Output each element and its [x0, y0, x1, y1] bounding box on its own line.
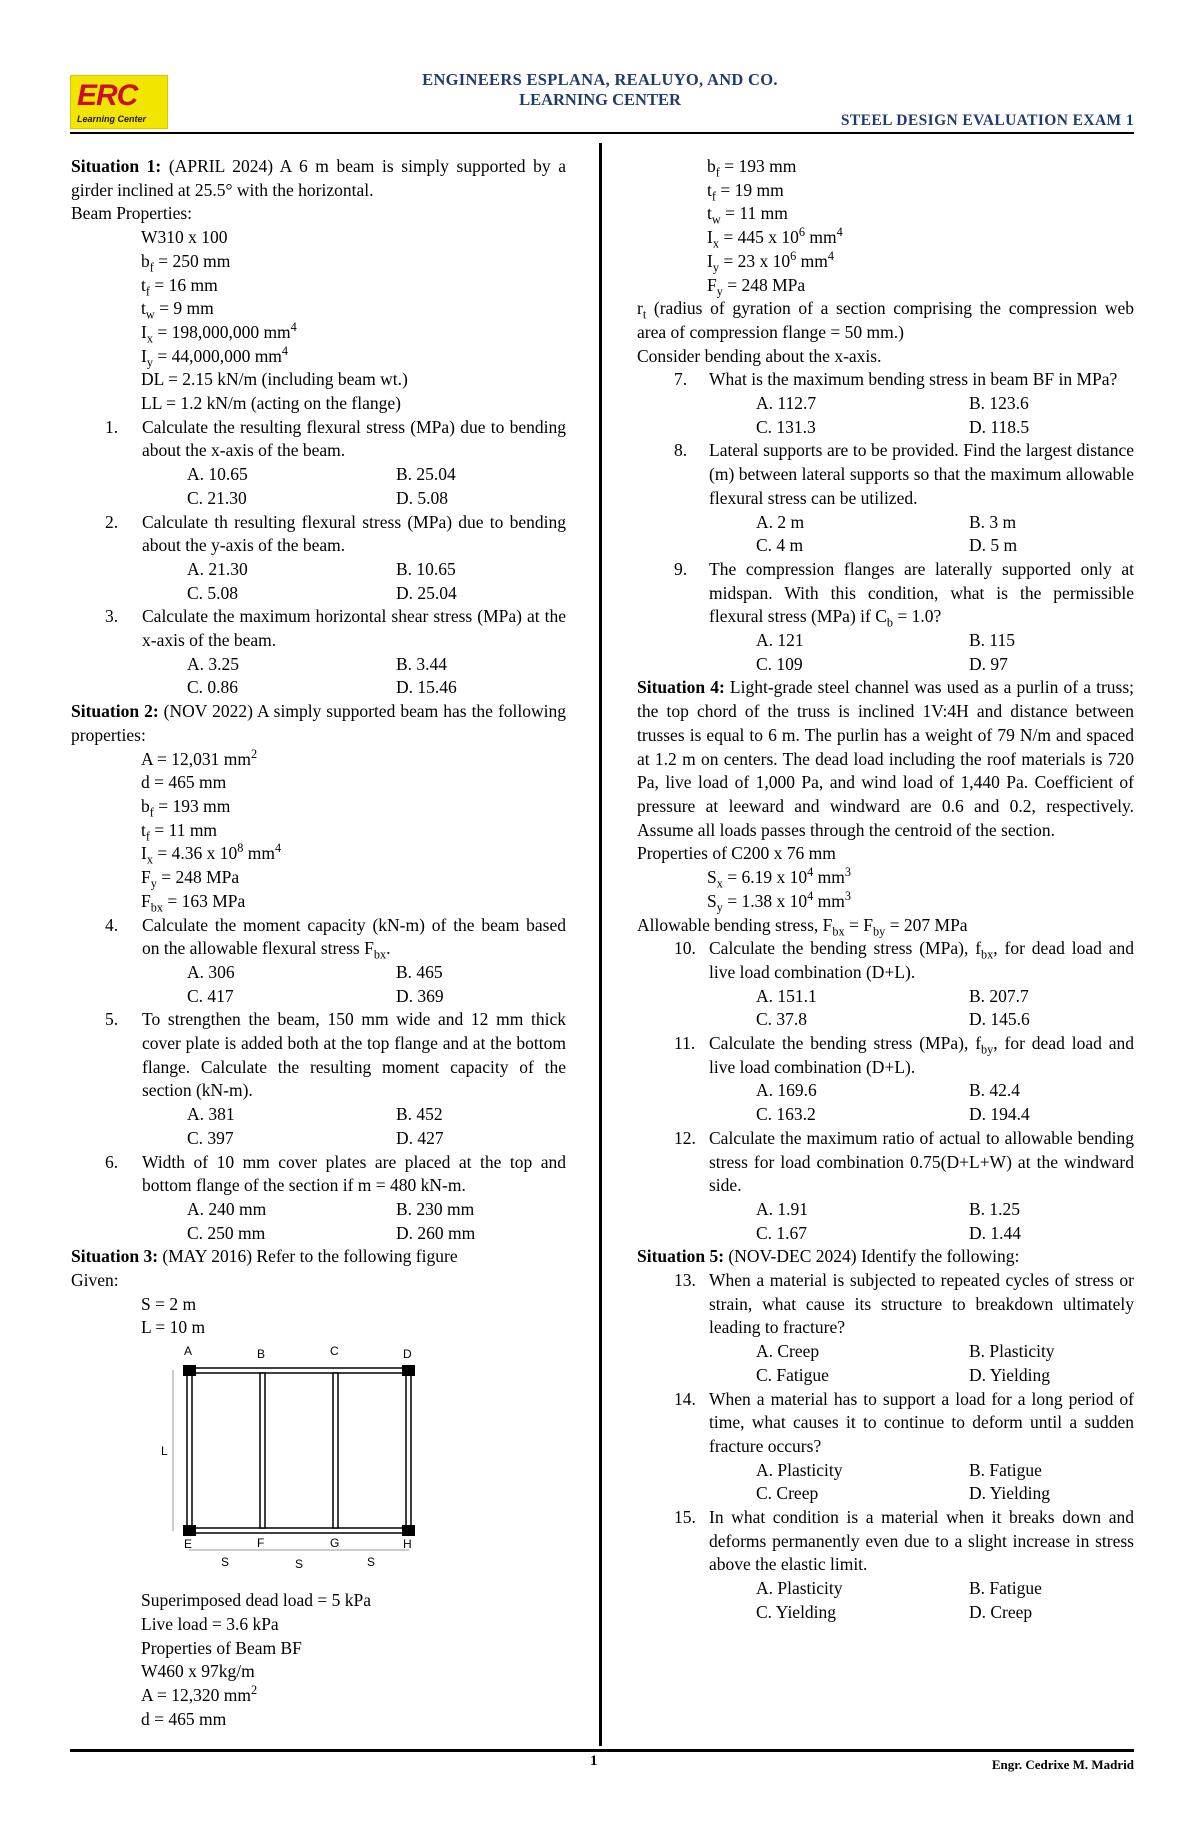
question-15-choices — [637, 1577, 1134, 1624]
situation-5-intro: Situation 5: (NOV-DEC 2024) Identify the following: — [637, 1246, 1020, 1267]
choice: D. 260 mm — [396, 1222, 476, 1243]
choice: A. Creep — [756, 1341, 820, 1362]
label-F: F — [257, 1536, 265, 1551]
beam-CG — [333, 1373, 338, 1528]
column-A — [183, 1365, 196, 1376]
label-L: L — [161, 1444, 168, 1459]
choice: A. 169.6 — [756, 1080, 817, 1101]
footer-rule — [70, 1749, 1134, 1752]
label-D: D — [403, 1347, 412, 1362]
choice: D. 118.5 — [969, 416, 1030, 437]
question-4-choices — [71, 961, 566, 1008]
choice: A. 121 — [756, 630, 804, 651]
label-S1: S — [221, 1555, 230, 1570]
question-1-choices — [71, 463, 566, 510]
rt-definition: $r_t$ (radius of gyration of a section comprising the compression web area of compression flange = 50 mm.) — [637, 298, 1134, 342]
choice: A. 10.65 — [187, 464, 248, 485]
choice: A. 112.7 — [756, 393, 817, 414]
header-organization: ENGINEERS ESPLANA, REALUYO, AND CO. — [422, 70, 778, 89]
question-4: 4. Calculate the moment capacity (kN-m) of the beam based on the allowable flexural stress $F_{bx}$. — [105, 914, 566, 962]
choice: B. 230 mm — [396, 1198, 475, 1219]
choice: C. 131.3 — [756, 416, 816, 437]
choice: C. 417 — [187, 985, 234, 1006]
question-11-choices — [637, 1079, 1134, 1126]
question-2: 2. Calculate th resulting flexural stress (MPa) due to bending about the y-axis of the beam. — [105, 511, 566, 556]
beam-top-girder — [187, 1368, 411, 1373]
situation-3-given: S = 2 m L = 10 m — [141, 1293, 206, 1338]
choice: D. 1.44 — [969, 1222, 1022, 1243]
question-13-choices — [637, 1340, 1134, 1387]
situation-3-properties-cont: $b_f = 193$ mm $t_f = 19$ mm $t_w = 11$ mm $I_x = 445$ x $10^6$ $mm^4$ $I_y = 23$ x $10^6$ $mm^4$ $F_y = 248$ MPa — [707, 156, 843, 299]
question-14-choices — [637, 1459, 1134, 1506]
choice: A. Plasticity — [756, 1578, 843, 1599]
question-8: 8. Lateral supports are to be provided. Find the largest distance (m) between lateral supports so that the maximum allowable flexural stress can be utilized. — [674, 440, 1134, 508]
choice: D. Creep — [969, 1601, 1033, 1622]
choice: C. Creep — [756, 1483, 819, 1504]
question-10-choices — [637, 985, 1134, 1032]
choice: B. 123.6 — [969, 393, 1029, 414]
choice: D. 369 — [396, 985, 444, 1006]
choice: C. 397 — [187, 1127, 234, 1148]
choice: B. 115 — [969, 630, 1016, 651]
choice: C. 0.86 — [187, 677, 239, 698]
beam-BF — [260, 1373, 265, 1528]
beam-bottom-girder — [187, 1528, 411, 1533]
logo-subtitle: Learning Center — [77, 114, 147, 124]
choice: B. 25.04 — [396, 464, 456, 485]
question-12: 12. Calculate the maximum ratio of actual to allowable bending stress for load combination 0.75(D+L+W) at the windward side. — [674, 1127, 1134, 1196]
question-8-choices — [637, 511, 1134, 558]
author-name: Engr. Cedrixe M. Madrid — [991, 1757, 1134, 1772]
column-divider — [599, 143, 602, 1746]
column-H — [402, 1525, 415, 1536]
situation-1-properties: W310 x 100 $b_f = 250$ mm $t_f = 16$ mm $t_w = 9$ mm $I_x = 198,000,000$ $mm^4$ $I_y = 44,000,000$ $mm^4$ DL = 2.15 kN/m (including beam wt.) LL = 1.2 kN/m (acting on the flange) — [141, 227, 408, 414]
choice: B. 10.65 — [396, 558, 456, 579]
question-3-choices — [71, 653, 566, 700]
question-5-choices — [71, 1103, 566, 1150]
question-1: 1. Calculate the resulting flexural stress (MPa) due to bending about the x-axis of the beam. — [105, 416, 566, 461]
question-12-choices — [637, 1198, 1134, 1245]
framing-plan-svg — [161, 1342, 477, 1587]
label-C: C — [330, 1344, 339, 1359]
choice: C. 109 — [756, 653, 803, 674]
page-number: 1 — [590, 1753, 598, 1769]
choice: B. 3.44 — [396, 653, 448, 674]
situation-3-loads: Superimposed dead load = 5 kPa Live load = 3.6 kPa Properties of Beam BF W460 x 97kg/m A = 12,320 $mm^2$ d = 465 mm — [141, 1590, 372, 1729]
situation-2-properties: A = 12,031 $mm^2$ d = 465 mm $b_f = 193$ mm $t_f = 11$ mm $I_x = 4.36$ x $10^8$ $mm^4$ $F_y = 248$ MPa $F_{bx} = 163$ MPa — [141, 746, 282, 915]
choice: C. Fatigue — [756, 1364, 829, 1385]
choice: C. 21.30 — [187, 487, 247, 508]
choice: B. 452 — [396, 1104, 443, 1125]
question-10: 10. Calculate the bending stress (MPa), $f_{bx}$, for dead load and live load combination (D+L). — [674, 938, 1134, 982]
choice: B. 465 — [396, 961, 443, 982]
choice: A. 1.91 — [756, 1198, 809, 1219]
given-label: Given: — [71, 1270, 119, 1291]
question-5: 5. To strengthen the beam, 150 mm wide and 12 mm thick cover plate is added both at the top flange and at the bottom flange. Calculate the resulting moment capacity of the section (kN-m). — [105, 1009, 566, 1101]
choice: D. 15.46 — [396, 677, 457, 698]
choice: B. 3 m — [969, 511, 1017, 532]
choice: A. 3.25 — [187, 653, 240, 674]
header-learning-center: LEARNING CENTER — [519, 90, 681, 109]
choice: D. 194.4 — [969, 1104, 1030, 1125]
choice: D. 97 — [969, 653, 1008, 674]
situation-4-intro: Situation 4: Light-grade steel channel was used as a purlin of a truss; the top chord of the truss is inclined 1V:4H and distance between trusses is equal to 6 m. The purlin has a weight of 79 N/m and spaced at 1.2 m on centers. The dead load including the roof materials is 720 Pa, live load of 1,000 Pa, and wind load of 1,440 Pa. Coefficient of pressure at leeward and windward are 0.6 and 0.2, respectively. Assume all loads passes through the centroid of the section. — [637, 677, 1135, 840]
situation-1-intro: Situation 1: (APRIL 2024) A 6 m beam is simply supported by a girder inclined at 25.5° with the horizontal. — [71, 156, 567, 200]
question-3: 3. Calculate the maximum horizontal shear stress (MPa) at the x-axis of the beam. — [105, 606, 566, 651]
label-A: A — [184, 1344, 193, 1359]
column-D — [402, 1365, 415, 1376]
question-11: 11. Calculate the bending stress (MPa), $f_{by}$, for dead load and live load combination (D+L). — [674, 1033, 1134, 1077]
question-7: 7. What is the maximum bending stress in beam BF in MPa? — [674, 369, 1118, 390]
choice: B. 1.25 — [969, 1198, 1021, 1219]
beam-properties-title: Beam Properties: — [71, 203, 193, 224]
question-6-choices — [71, 1198, 566, 1245]
header-exam-title: STEEL DESIGN EVALUATION EXAM 1 — [840, 112, 1134, 129]
channel-properties-title: Properties of C200 x 76 mm — [637, 843, 836, 864]
choice: D. 5 m — [969, 535, 1018, 556]
choice: D. 25.04 — [396, 582, 457, 603]
label-E: E — [184, 1537, 193, 1552]
label-G: G — [330, 1536, 340, 1551]
choice: C. 5.08 — [187, 582, 239, 603]
choice: B. Plasticity — [969, 1341, 1055, 1362]
choice: B. Fatigue — [969, 1459, 1042, 1480]
choice: B. Fatigue — [969, 1578, 1042, 1599]
logo-mark: ERC — [77, 79, 138, 112]
situation-3-intro: Situation 3: (MAY 2016) Refer to the following figure — [71, 1246, 458, 1267]
question-9: 9. The compression flanges are laterally supported only at midspan. With this condition, what is the permissible flexural stress (MPa) if $C_b = 1.0$? — [674, 558, 1134, 630]
choice: C. 250 mm — [187, 1222, 266, 1243]
situation-4-properties: $S_x = 6.19$ x $10^4$ $mm^3$ $S_y = 1.38$ x $10^4$ $mm^3$ — [707, 865, 851, 915]
left-column — [71, 155, 566, 1731]
question-15: 15. In what condition is a material when it breaks down and deforms permanently even due to a slight increase in stress above the elastic limit. — [674, 1507, 1134, 1575]
choice: D. 5.08 — [396, 487, 449, 508]
choice: B. 42.4 — [969, 1080, 1021, 1101]
choice: A. 2 m — [756, 511, 805, 532]
choice: A. 381 — [187, 1104, 235, 1125]
right-column — [637, 155, 1134, 1625]
question-2-choices — [71, 558, 566, 605]
choice: A. 21.30 — [187, 558, 248, 579]
question-14: 14. When a material has to support a load for a long period of time, what causes it to continue to deform until a sudden fracture occurs? — [674, 1388, 1134, 1456]
label-H: H — [403, 1537, 412, 1552]
situation-2-intro: Situation 2: (NOV 2022) A simply supported beam has the following properties: — [71, 701, 567, 745]
choice: D. Yielding — [969, 1483, 1051, 1504]
choice: C. 4 m — [756, 535, 804, 556]
choice: B. 207.7 — [969, 985, 1029, 1006]
column-E — [183, 1525, 196, 1536]
choice: D. 427 — [396, 1127, 444, 1148]
framing-plan-figure — [161, 1342, 477, 1587]
header-rule — [70, 132, 1134, 134]
choice: C. 1.67 — [756, 1222, 808, 1243]
choice: A. 306 — [187, 961, 235, 982]
choice: A. 240 mm — [187, 1198, 267, 1219]
choice: A. Plasticity — [756, 1459, 843, 1480]
choice: D. Yielding — [969, 1364, 1051, 1385]
choice: C. 163.2 — [756, 1104, 816, 1125]
choice: A. 151.1 — [756, 985, 817, 1006]
allowable-bending-stress: Allowable bending stress, $F_{bx} = F_{by} = 207$ MPa — [637, 914, 968, 938]
bending-note: Consider bending about the x-axis. — [637, 345, 882, 366]
question-13: 13. When a material is subjected to repeated cycles of stress or strain, what cause its structure to breakdown ultimately leading to fracture? — [674, 1270, 1134, 1338]
beam-AE — [187, 1368, 192, 1533]
choice: D. 145.6 — [969, 1009, 1030, 1030]
beam-DH — [406, 1368, 411, 1533]
choice: C. Yielding — [756, 1601, 837, 1622]
label-S3: S — [367, 1555, 376, 1570]
label-B: B — [257, 1347, 266, 1362]
question-6: 6. Width of 10 mm cover plates are placed at the top and bottom flange of the section if m = 480 kN-m. — [105, 1151, 566, 1196]
question-9-choices — [637, 629, 1134, 676]
choice: C. 37.8 — [756, 1009, 808, 1030]
question-7-choices — [637, 392, 1134, 439]
label-S2: S — [295, 1557, 304, 1572]
